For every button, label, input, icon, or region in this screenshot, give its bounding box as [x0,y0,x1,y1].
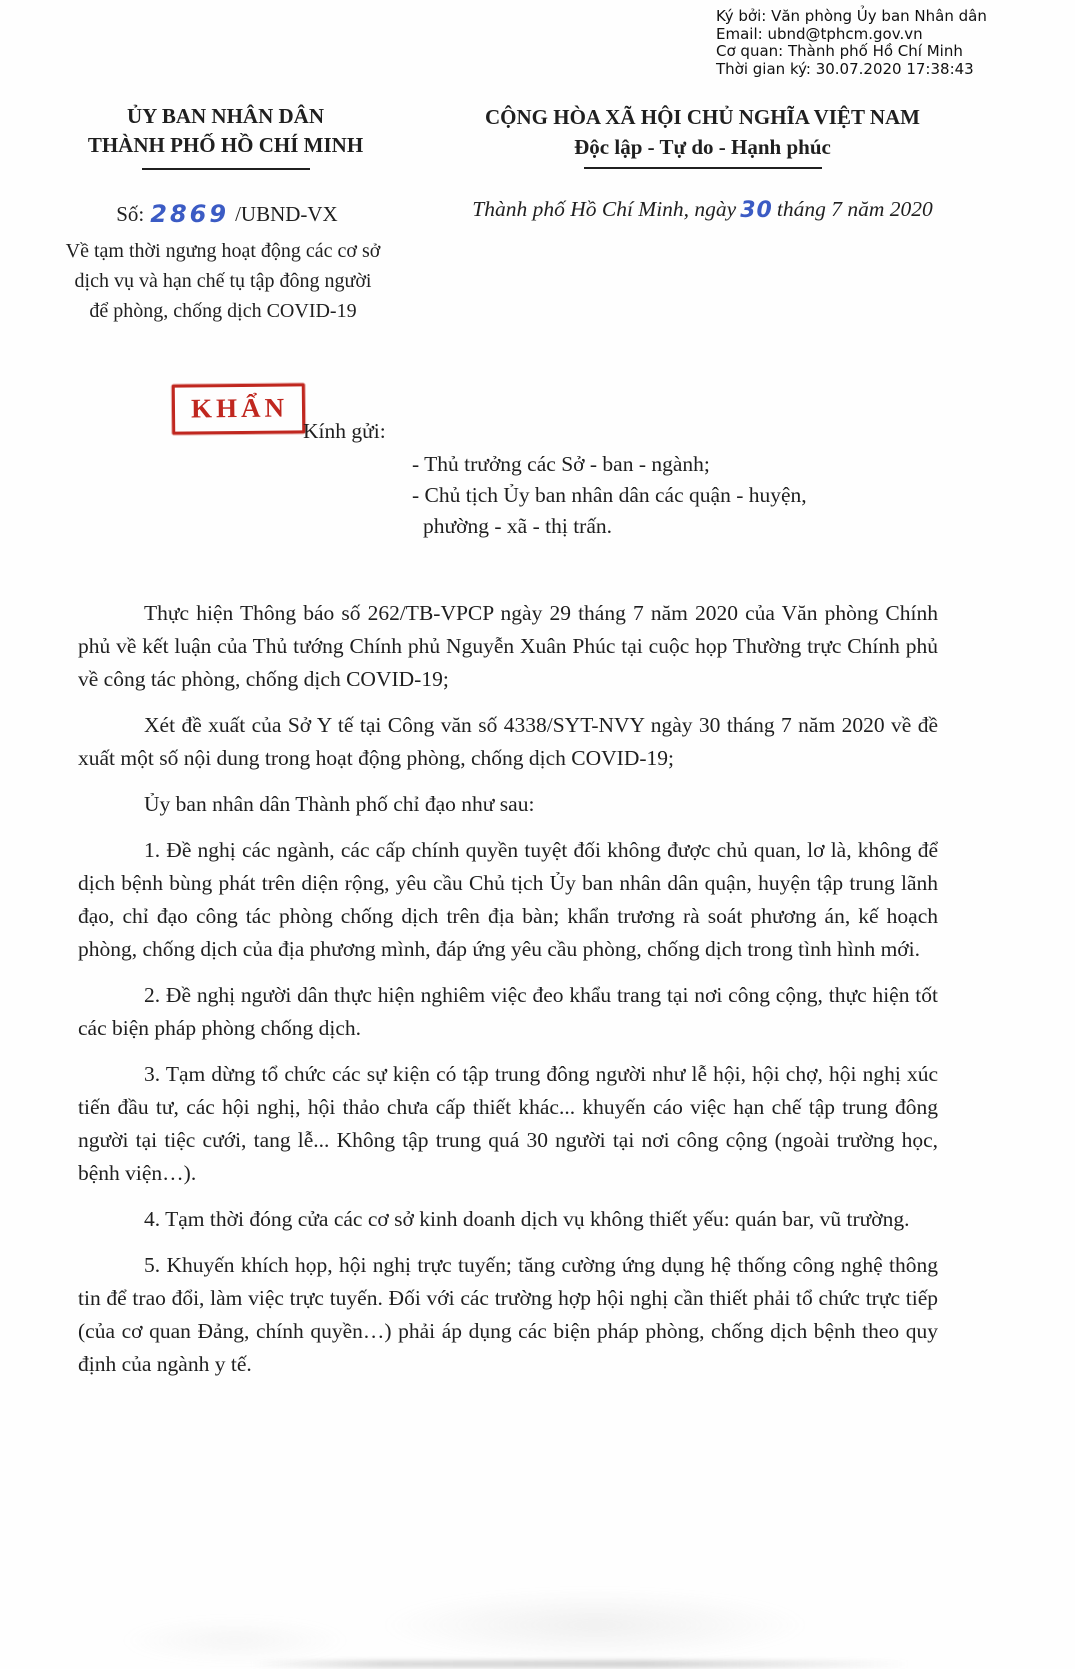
signature-email: Email: ubnd@tphcm.gov.vn [716,24,923,43]
body-paragraph-preamble-1: Thực hiện Thông báo số 262/TB-VPCP ngày 29 tháng 7 năm 2020 của Văn phòng Chính phủ về kết luận của Thủ tướng Chính phủ Nguyễn Xuân Phúc tại cuộc họp Thường trực Chính phủ về công tác phòng, chống dịch COVID-19; [78,601,938,691]
body-paragraph-directive-intro: Ủy ban nhân dân Thành phố chỉ đạo như sau: [144,792,535,816]
salutation: Kính gửi: [303,419,386,443]
scan-bleed-artifact [380,1590,810,1660]
digital-signature-block [716,8,987,78]
recipient-item: - Chủ tịch Ủy ban nhân dân các quận - huyện, [412,483,807,507]
body-paragraph-preamble-2: Xét đề xuất của Sở Y tế tại Công văn số 4338/SYT-NVY ngày 30 tháng 7 năm 2020 về đề xuất một số nội dung trong hoạt động phòng, chống dịch COVID-19; [78,713,938,770]
scan-bleed-artifact [120,1618,350,1663]
document-subject: Về tạm thời ngưng hoạt động các cơ sở dịch vụ và hạn chế tụ tập đông người để phòng, chống dịch COVID-19 [65,240,381,322]
body-paragraph-item-5: 5. Khuyến khích họp, hội nghị trực tuyến; tăng cường ứng dụng hệ thống công nghệ thông tin để trao đổi, làm việc trực tuyến. Đối với các trường hợp hội nghị cần thiết phải tổ chức trực tiếp (của cơ quan Đảng, chính quyền…) phải áp dụng các biện pháp phòng, chống dịch bệnh theo quy định của ngành y tế. [78,1253,938,1376]
recipient-list [412,449,942,542]
body-paragraph-item-3: 3. Tạm dừng tổ chức các sự kiện có tập trung đông người như lễ hội, hội chợ, hội nghị xúc tiến đầu tư, các hội nghị, hội thảo chưa cấp thiết khác... khuyến cáo việc hạn chế tập trung đông người tại tiệc cưới, tang lễ... Không tập trung quá 30 người tại nơi công cộng (ngoài trường học, bệnh viện…). [78,1062,938,1185]
date-day-handwritten: 30 [740,198,773,223]
date-prefix: Thành phố Hồ Chí Minh, ngày [472,197,737,221]
number-prefix: Số: [116,202,145,226]
number-suffix: /UBND-VX [235,202,338,226]
place-date-line [420,197,985,222]
document-number [62,199,392,227]
national-motto-line2: Độc lập - Tự do - Hạnh phúc [574,135,831,159]
body-paragraph-item-1: 1. Đề nghị các ngành, các cấp chính quyền tuyệt đối không được chủ quan, lơ là, không để dịch bệnh bùng phát trên diện rộng, yêu cầu Chủ tịch Ủy ban nhân dân quận, huyện tập trung lãnh đạo, chỉ đạo công tác phòng chống dịch trên địa bàn; khẩn trương rà soát phương án, kế hoạch phòng, chống dịch của địa phương mình, đáp ứng yêu cầu phòng, chống dịch trong tình hình mới. [78,838,938,961]
document-body [78,597,938,1394]
issuer-name-line1: ỦY BAN NHÂN DÂN [127,104,324,128]
body-paragraph-item-2: 2. Đề nghị người dân thực hiện nghiêm việc đeo khẩu trang tại nơi công cộng, thực hiện tốt các biện pháp phòng chống dịch. [78,983,938,1040]
issuer-header [58,102,393,170]
national-motto-line1: CỘNG HÒA XÃ HỘI CHỦ NGHĨA VIỆT NAM [484,105,921,129]
recipient-item: - Thủ trưởng các Sở - ban - ngành; [412,452,710,476]
urgent-stamp: KHẨN [172,383,306,434]
motto-underline [584,167,822,169]
number-handwritten: 2869 [150,200,230,228]
issuer-name-line2: THÀNH PHỐ HỒ CHÍ MINH [87,133,364,157]
scan-bleed-artifact [250,1660,910,1668]
date-suffix: tháng 7 năm 2020 [776,197,933,221]
signature-signer: Ký bởi: Văn phòng Ủy ban Nhân dân [716,7,987,25]
national-header [420,102,985,169]
signature-time: Thời gian ký: 30.07.2020 17:38:43 [716,59,974,78]
recipient-item-continuation: phường - xã - thị trấn. [423,514,613,538]
issuer-underline [142,168,310,170]
body-paragraph-item-4: 4. Tạm thời đóng cửa các cơ sở kinh doanh dịch vụ không thiết yếu: quán bar, vũ trường. [144,1207,910,1231]
signature-agency: Cơ quan: Thành phố Hồ Chí Minh [716,42,963,60]
